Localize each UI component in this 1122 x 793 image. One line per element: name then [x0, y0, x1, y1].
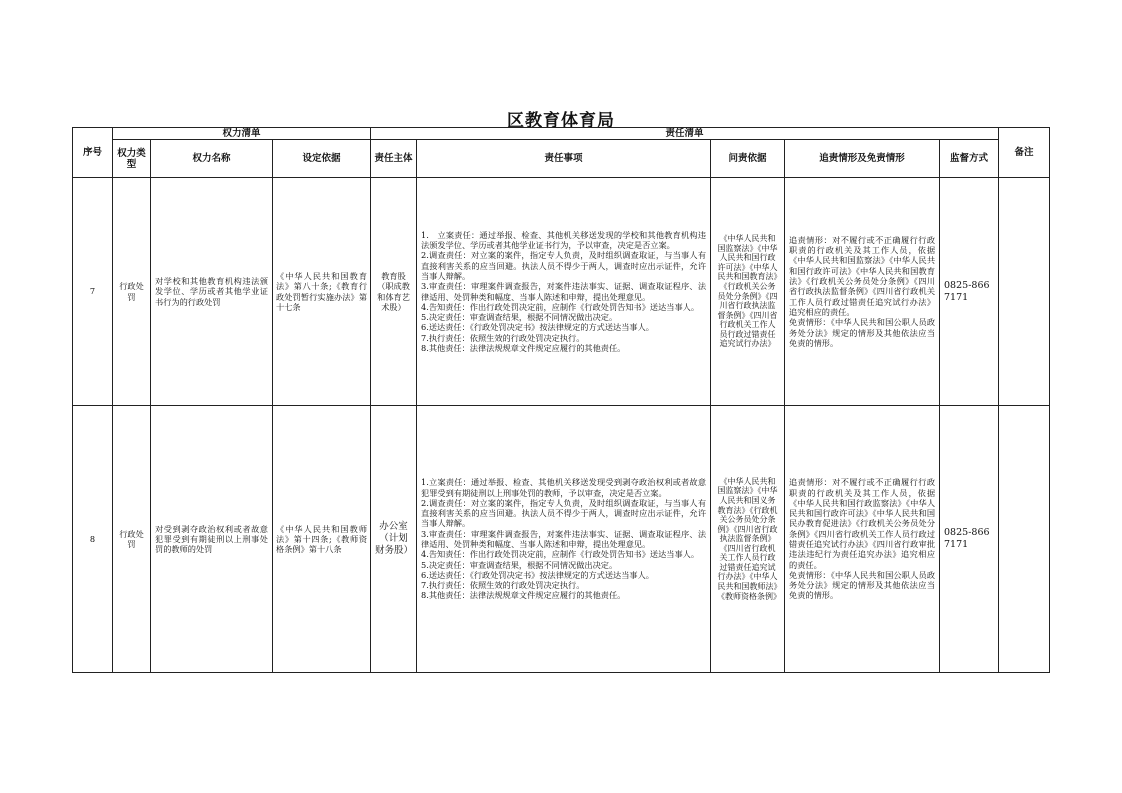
accountability-cell: 《中华人民共和国监察法》《中华人民共和国行政许可法》《中华人民共和国教育法》《行政机关公务员处分条例》《四川省行政执法监督条例》《四川省行政机关工作人员行政过错责任追究试行办法》 — [711, 178, 785, 406]
power-type-cell: 行政处罚 — [113, 406, 151, 673]
header-accountability: 问责依据 — [711, 140, 785, 178]
item-line: 8.其他责任：法律法规规章文件规定应履行的其他责任。 — [421, 342, 626, 353]
responsibility-table — [72, 127, 1050, 673]
subject-cell: 教育股（职成教和体育艺术股） — [371, 178, 417, 406]
page-title: 区教育体育局 — [507, 111, 615, 131]
item-line: 7.执行责任：依照生效的行政处罚决定执行。 — [421, 332, 585, 343]
table-row — [73, 406, 1050, 673]
item-line: 2.调查责任：对立案的案件，指定专人负责，及时组织调查取证，与当事人有直接利害关系的应当回避。执法人员不得少于两人，调查时应出示证件，允许当事人辩解。 — [421, 250, 707, 281]
header-power-list: 权力清单 — [113, 128, 371, 140]
item-line: 7.执行责任：依照生效的行政处罚决定执行。 — [421, 580, 585, 591]
remark-cell — [999, 406, 1050, 673]
header-resp-items: 责任事项 — [417, 140, 711, 178]
subject-cell: 办公室（计划财务股） — [371, 406, 417, 673]
header-resp-list: 责任清单 — [371, 128, 999, 140]
item-line: 5.决定责任：审查调查结果，根据不同情况做出决定。 — [421, 559, 618, 570]
header-power-name: 权力名称 — [151, 140, 273, 178]
item-line: 2.调查责任：对立案的案件，指定专人负责，及时组织调查取证，与当事人有直接利害关系的应当回避。执法人员不得少于两人，调查时应出示证件，允许当事人辩解。 — [421, 497, 707, 529]
item-line: 4.告知责任：作出行政处罚决定前，应制作《行政处罚告知书》送达当事人。 — [421, 301, 700, 312]
seq-cell: 7 — [73, 178, 113, 406]
items-cell — [417, 406, 711, 673]
header-exemption: 追责情形及免责情形 — [785, 140, 940, 178]
header-seq: 序号 — [73, 128, 113, 178]
exemption-line: 免责情形：《中华人民共和国公职人员政务处分法》规定的情形及其他依法应当免责的情形。 — [789, 569, 936, 601]
header-row-1 — [73, 128, 1050, 140]
item-line: 6.送达责任：《行政处罚决定书》按法律规定的方式送达当事人。 — [421, 569, 654, 580]
item-line: 3.审查责任：审理案件调查报告，对案件违法事实、证据、调查取证程序、法律适用、处罚种类和幅度、当事人陈述和申辩，提出处理意见。 — [421, 528, 707, 549]
power-name-cell: 对学校和其他教育机构违法颁发学位、学历或者其他学业证书行为的行政处罚 — [151, 178, 273, 406]
seq-cell: 8 — [73, 406, 113, 673]
item-line: 3.审查责任：审理案件调查报告，对案件违法事实、证据、调查取证程序、法律适用、处罚种类和幅度、当事人陈述和申辩，提出处理意见。 — [421, 281, 707, 302]
header-row-2 — [73, 140, 1050, 178]
header-resp-subject: 责任主体 — [371, 140, 417, 178]
header-supervision: 监督方式 — [940, 140, 999, 178]
basis-cell: 《中华人民共和国教育法》第八十条;《教育行政处罚暂行实施办法》第十七条 — [273, 178, 371, 406]
accountability-cell: 《中华人民共和国监察法》《中华人民共和国义务教育法》《行政机关公务员处分条例》《四川省行政执法监督条例》《四川省行政机关工作人员行政过错责任追究试行办法》《中华人民共和国教师法》《教师资格条例》 — [711, 406, 785, 673]
exemption-cell — [785, 406, 940, 673]
exemption-cell — [785, 178, 940, 406]
exemption-line: 追责情形：对不履行或不正确履行行政职责的行政机关及其工作人员，依据《中华人民共和国监察法》《中华人民共和国行政许可法》《中华人民共和国教育法》《行政机关公务员处分条例》《四川省行政执法监督条例》《四川省行政机关工作人员行政过错责任追究试行办法》追究相应的责任。 — [789, 234, 936, 317]
table-row — [73, 178, 1050, 406]
exemption-line: 免责情形：《中华人民共和国公职人员政务处分法》规定的情形及其他依法应当免责的情形。 — [789, 317, 936, 348]
item-line: 1.立案责任：通过举报、检查、其他机关移送发现受到剥夺政治权利或者故意犯罪受到有期徒刑以上刑事处罚的教师，予以审查，决定是否立案。 — [421, 477, 707, 498]
remark-cell — [999, 178, 1050, 406]
header-basis: 设定依据 — [273, 140, 371, 178]
power-name-cell: 对受到剥夺政治权利或者故意犯罪受到有期徒刑以上刑事处罚的教师的处罚 — [151, 406, 273, 673]
items-cell — [417, 178, 711, 406]
exemption-line: 追责情形：对不履行或不正确履行行政职责的行政机关及其工作人员，依据《中华人民共和国行政监察法》《中华人民共和国行政许可法》《中华人民共和国民办教育促进法》《行政机关公务员处分条例》《四川省行政机关工作人员行政过错责任追究试行办法》《四川省行政审批违法违纪行为责任追究办法》追究相应的责任。 — [789, 477, 936, 570]
header-power-type: 权力类型 — [113, 140, 151, 178]
power-type-cell: 行政处罚 — [113, 178, 151, 406]
item-line: 1. 立案责任：通过举报、检查、其他机关移送发现的学校和其他教育机构违法颁发学位、学历或者其他学业证书行为，予以审查，决定是否立案。 — [421, 229, 707, 251]
item-line: 4.告知责任：作出行政处罚决定前，应制作《行政处罚告知书》送达当事人。 — [421, 549, 700, 560]
item-line: 6.送达责任：《行政处罚决定书》按法律规定的方式送达当事人。 — [421, 322, 654, 333]
supervision-cell: 0825-8667171 — [940, 406, 999, 673]
item-line: 5.决定责任：审查调查结果，根据不同情况做出决定。 — [421, 312, 618, 323]
supervision-cell: 0825-8667171 — [940, 178, 999, 406]
item-line: 8.其他责任：法律法规规章文件规定应履行的其他责任。 — [421, 590, 626, 601]
header-remark: 备注 — [999, 128, 1050, 178]
basis-cell: 《中华人民共和国教师法》第十四条;《教师资格条例》第十八条 — [273, 406, 371, 673]
